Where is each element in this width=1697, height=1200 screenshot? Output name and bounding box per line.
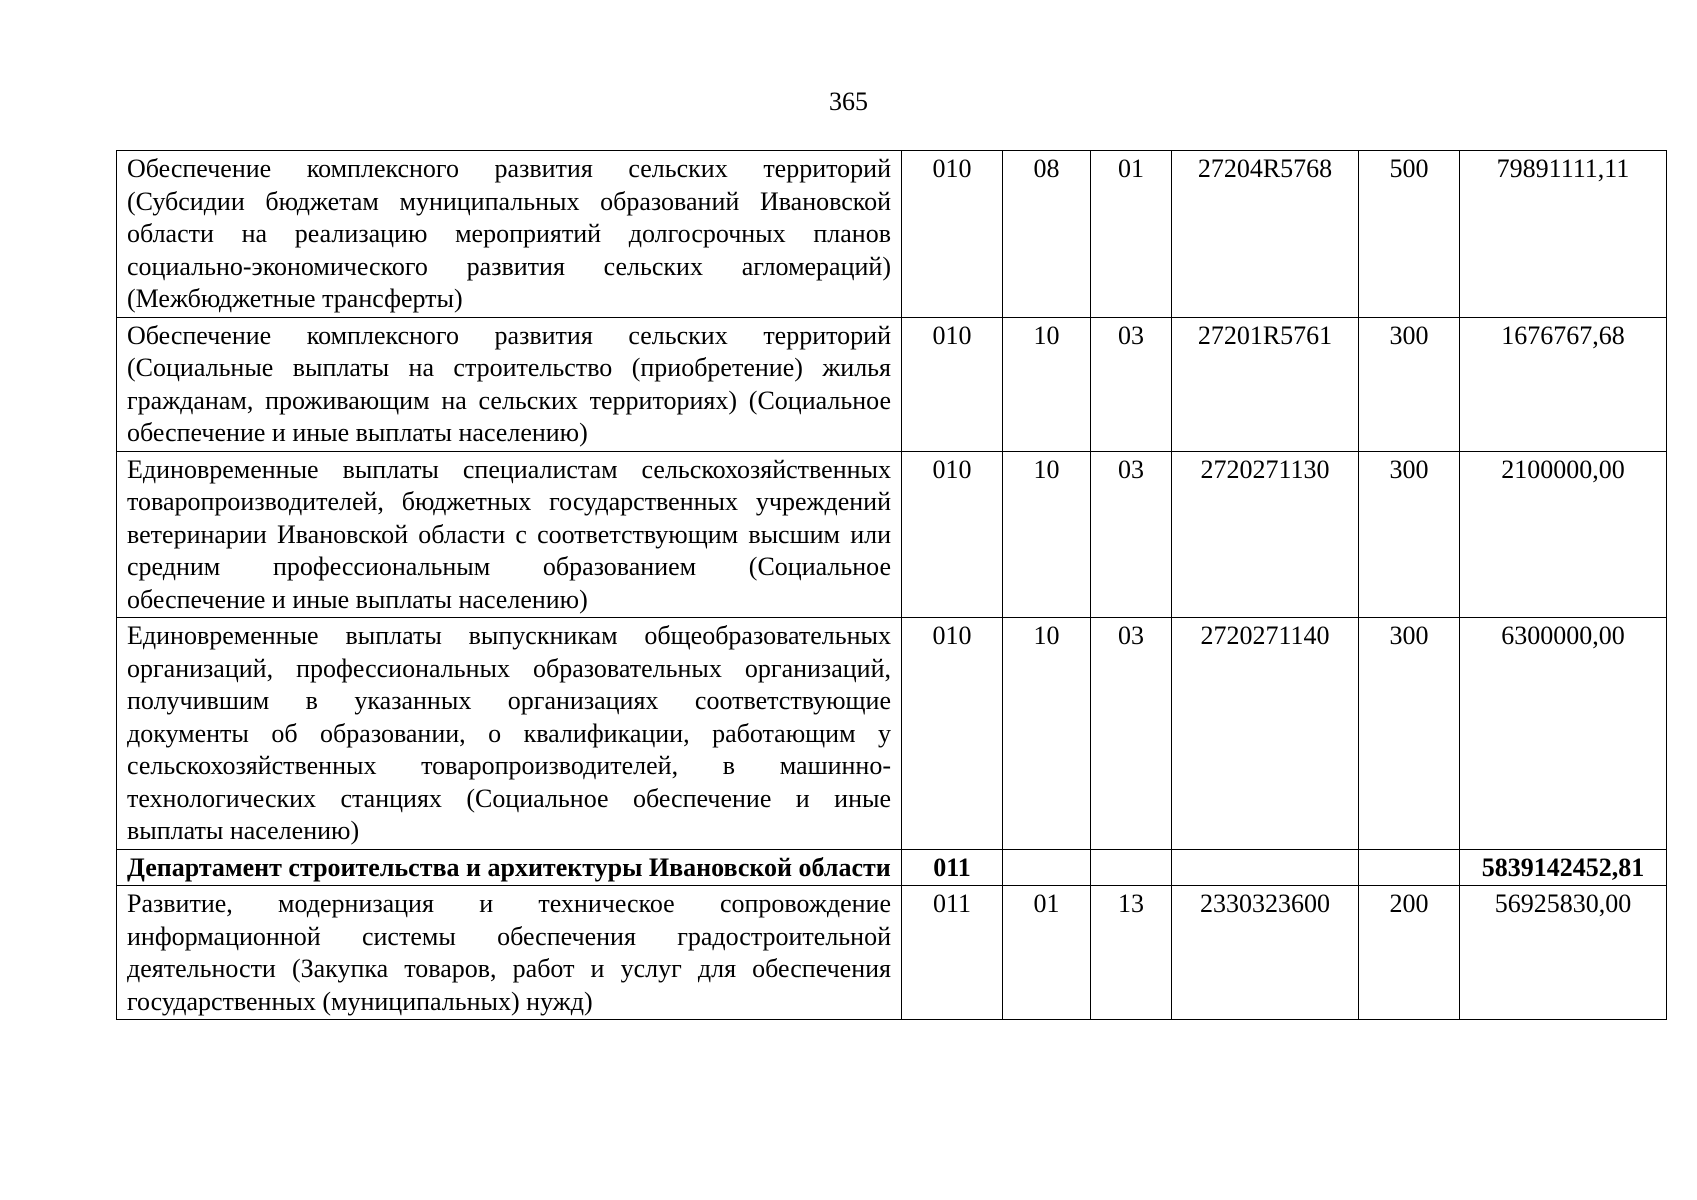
section-code: 10 — [1003, 451, 1091, 618]
table-row — [117, 618, 1667, 850]
target-code: 27204R5768 — [1172, 151, 1359, 318]
ministry-code: 010 — [902, 451, 1003, 618]
row-description: Развитие, модернизация и техническое сопровождение информационной системы обеспечения градостроительной деятельности (Закупка товаров, работ и услуг для обеспечения государственных (муниципальных) нужд) — [117, 886, 902, 1020]
department-total-amount: 5839142452,81 — [1460, 849, 1667, 886]
ministry-code: 010 — [902, 151, 1003, 318]
table-row — [117, 151, 1667, 318]
subsection-code: 03 — [1091, 451, 1172, 618]
target-code: 2330323600 — [1172, 886, 1359, 1020]
target-code: 27201R5761 — [1172, 317, 1359, 451]
expense-type-code: 200 — [1359, 886, 1460, 1020]
subsection-code — [1091, 849, 1172, 886]
amount: 6300000,00 — [1460, 618, 1667, 850]
expense-type-code: 300 — [1359, 317, 1460, 451]
target-code: 2720271140 — [1172, 618, 1359, 850]
section-code: 08 — [1003, 151, 1091, 318]
target-code — [1172, 849, 1359, 886]
row-description: Единовременные выплаты выпускникам общеобразовательных организаций, профессиональных образовательных организаций, получившим в указанных организациях соответствующие документы об образовании, о квалификации, работающим у сельскохозяйственных товаропроизводителей, в машинно-технологических станциях (Социальное обеспечение и иные выплаты населению) — [117, 618, 902, 850]
target-code: 2720271130 — [1172, 451, 1359, 618]
budget-table — [116, 150, 1667, 1020]
amount: 56925830,00 — [1460, 886, 1667, 1020]
department-title: Департамент строительства и архитектуры Ивановской области — [117, 849, 902, 886]
expense-type-code: 500 — [1359, 151, 1460, 318]
expense-type-code: 300 — [1359, 451, 1460, 618]
expense-type-code: 300 — [1359, 618, 1460, 850]
section-code: 10 — [1003, 618, 1091, 850]
subsection-code: 13 — [1091, 886, 1172, 1020]
subsection-code: 03 — [1091, 618, 1172, 850]
page-number: 365 — [829, 87, 868, 116]
ministry-code: 010 — [902, 618, 1003, 850]
section-code: 10 — [1003, 317, 1091, 451]
ministry-code: 010 — [902, 317, 1003, 451]
section-code — [1003, 849, 1091, 886]
section-code: 01 — [1003, 886, 1091, 1020]
amount: 79891111,11 — [1460, 151, 1667, 318]
row-description: Единовременные выплаты специалистам сельскохозяйственных товаропроизводителей, бюджетных государственных учреждений ветеринарии Ивановской области с соответствующим высшим или средним профессиональным образованием (Социальное обеспечение и иные выплаты населению) — [117, 451, 902, 618]
department-header-row — [117, 849, 1667, 886]
row-description: Обеспечение комплексного развития сельских территорий (Субсидии бюджетам муниципальных образований Ивановской области на реализацию мероприятий долгосрочных планов социально-экономического развития сельских агломераций) (Межбюджетные трансферты) — [117, 151, 902, 318]
table-row — [117, 451, 1667, 618]
row-description: Обеспечение комплексного развития сельских территорий (Социальные выплаты на строительство (приобретение) жилья гражданам, проживающим на сельских территориях) (Социальное обеспечение и иные выплаты населению) — [117, 317, 902, 451]
table-row — [117, 886, 1667, 1020]
ministry-code: 011 — [902, 886, 1003, 1020]
amount: 2100000,00 — [1460, 451, 1667, 618]
table-row — [117, 317, 1667, 451]
subsection-code: 03 — [1091, 317, 1172, 451]
ministry-code: 011 — [902, 849, 1003, 886]
expense-type-code — [1359, 849, 1460, 886]
subsection-code: 01 — [1091, 151, 1172, 318]
amount: 1676767,68 — [1460, 317, 1667, 451]
